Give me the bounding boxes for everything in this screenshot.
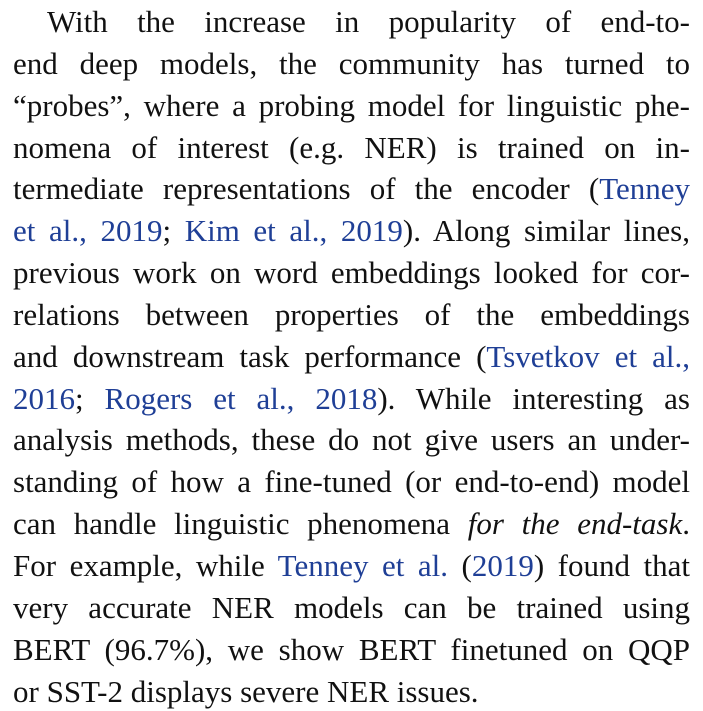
text-span: standing of how a fine-tuned (or end-to-end) model [13, 464, 690, 500]
line-8 [13, 294, 690, 336]
text-span: ( [447, 547, 472, 583]
line-10 [13, 378, 690, 420]
citation-link[interactable]: Tenney [599, 171, 690, 207]
line-3 [13, 85, 690, 127]
text-span: ; [162, 213, 185, 249]
text-span: . [682, 506, 690, 542]
text-span: ) found that [533, 547, 690, 583]
line-6 [13, 210, 690, 252]
line-17 [13, 671, 690, 711]
text-span: ). Along similar lines, [402, 213, 690, 249]
line-2 [13, 43, 690, 85]
citation-link[interactable]: Tsvetkov et al., [486, 338, 690, 374]
text-span: analysis methods, these do not give users an under- [13, 422, 690, 458]
text-span: or SST-2 displays severe NER issues. [13, 673, 479, 709]
citation-link[interactable]: Tenney et al. [277, 547, 448, 583]
citation-link[interactable]: 2016 [13, 380, 75, 416]
line-7 [13, 252, 690, 294]
body-paragraph [13, 1, 690, 711]
line-9 [13, 336, 690, 378]
line-16 [13, 629, 690, 671]
text-span: termediate representations of the encoder ( [13, 171, 600, 207]
text-span: very accurate NER models can be trained using [13, 589, 690, 625]
text-span: For example, while [13, 547, 278, 583]
line-15 [13, 587, 690, 629]
text-span: nomena of interest (e.g. NER) is trained on in- [13, 129, 690, 165]
text-span: previous work on word embeddings looked for cor- [13, 255, 690, 291]
citation-link[interactable]: et al., 2019 [13, 213, 163, 249]
text-span: BERT (96.7%), we show BERT finetuned on QQP [13, 631, 690, 667]
text-span: relations between properties of the embeddings [13, 296, 690, 332]
text-span: ; [75, 380, 105, 416]
text-span: can handle linguistic phenomena [13, 506, 468, 542]
text-span: With the increase in popularity of end-to- [47, 4, 690, 39]
citation-link[interactable]: Kim et al., 2019 [184, 213, 403, 249]
line-5 [13, 168, 690, 210]
citation-link[interactable]: 2019 [471, 547, 534, 583]
citation-link[interactable]: Rogers et al., 2018 [104, 380, 378, 416]
line-14 [13, 545, 690, 587]
line-12 [13, 461, 690, 503]
text-span: ). While interesting as [377, 380, 690, 416]
line-11 [13, 419, 690, 461]
line-4 [13, 127, 690, 169]
text-span: “probes”, where a probing model for linguistic phe- [13, 87, 690, 123]
text-span: and downstream task performance ( [13, 338, 487, 374]
emphasis-text: for the end-task [467, 506, 683, 542]
line-13 [13, 503, 690, 545]
text-span: end deep models, the community has turned to [13, 45, 690, 81]
line-1 [13, 1, 690, 43]
